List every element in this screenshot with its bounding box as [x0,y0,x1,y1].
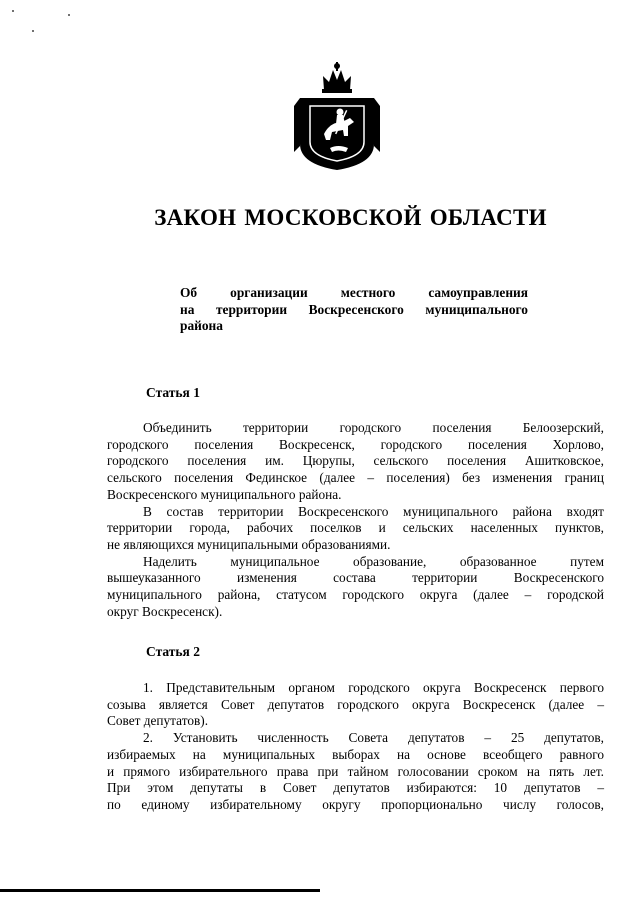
text-line: При этом депутаты в Совет депутатов избираются: 10 депутатов – [107,780,604,796]
scan-speck [32,30,34,32]
text-line: Совет депутатов). [107,713,209,729]
text-line: вышеуказанного изменения состава территории Воскресенского [107,570,604,586]
article-1-body [107,420,604,620]
article-1-heading: Статья 1 [146,385,200,400]
scan-edge-line [0,889,320,892]
coat-of-arms-icon [290,60,384,172]
document-title: ЗАКОН МОСКОВСКОЙ ОБЛАСТИ [154,205,547,230]
text-line: избираемых на муниципальных выборах на основе всеобщего равного [107,746,604,762]
text-line: территории города, рабочих поселков и сельских населенных пунктов, [107,520,604,536]
scan-speck [68,14,70,16]
document-subtitle [180,285,528,335]
text-line: и прямого избирательного права при тайном голосовании сроком на пять лет. [107,763,604,779]
text-line: созыва является Совет депутатов городского округа Воскресенск (далее – [107,696,604,712]
text-line: городского поселения Воскресенск, городского поселения Хорлово, [107,436,604,452]
scan-speck [12,10,14,12]
text-line: 2. Установить численность Совета депутатов – 25 депутатов, [143,730,604,746]
text-line: В состав территории Воскресенского муниципального района входят [143,503,604,519]
text-line: сельского поселения Фединское (далее – поселения) без изменения границ [107,470,604,486]
subtitle-line: на территории Воскресенского муниципального [180,301,528,317]
subtitle-line: района [180,318,223,333]
text-line: Объединить территории городского поселения Белоозерский, [143,420,604,435]
text-line: городского поселения им. Цюрупы, сельского поселения Ашитковское, [107,453,604,469]
text-line: Наделить муниципальное образование, образованное путем [143,553,604,569]
text-line: муниципального района, статусом городского округа (далее – городской [107,587,604,603]
article-2-body [107,680,604,814]
subtitle-line: Об организации местного самоуправления [180,285,528,300]
text-line: Воскресенского муниципального района. [107,486,342,502]
text-line: не являющихся муниципальными образованиями. [107,536,391,552]
text-line: 1. Представительным органом городского округа Воскресенск первого [143,680,604,695]
article-2-heading: Статья 2 [146,644,200,659]
text-line: округ Воскресенск). [107,603,223,619]
text-line: по единому избирательному округу пропорционально числу голосов, [107,796,604,812]
